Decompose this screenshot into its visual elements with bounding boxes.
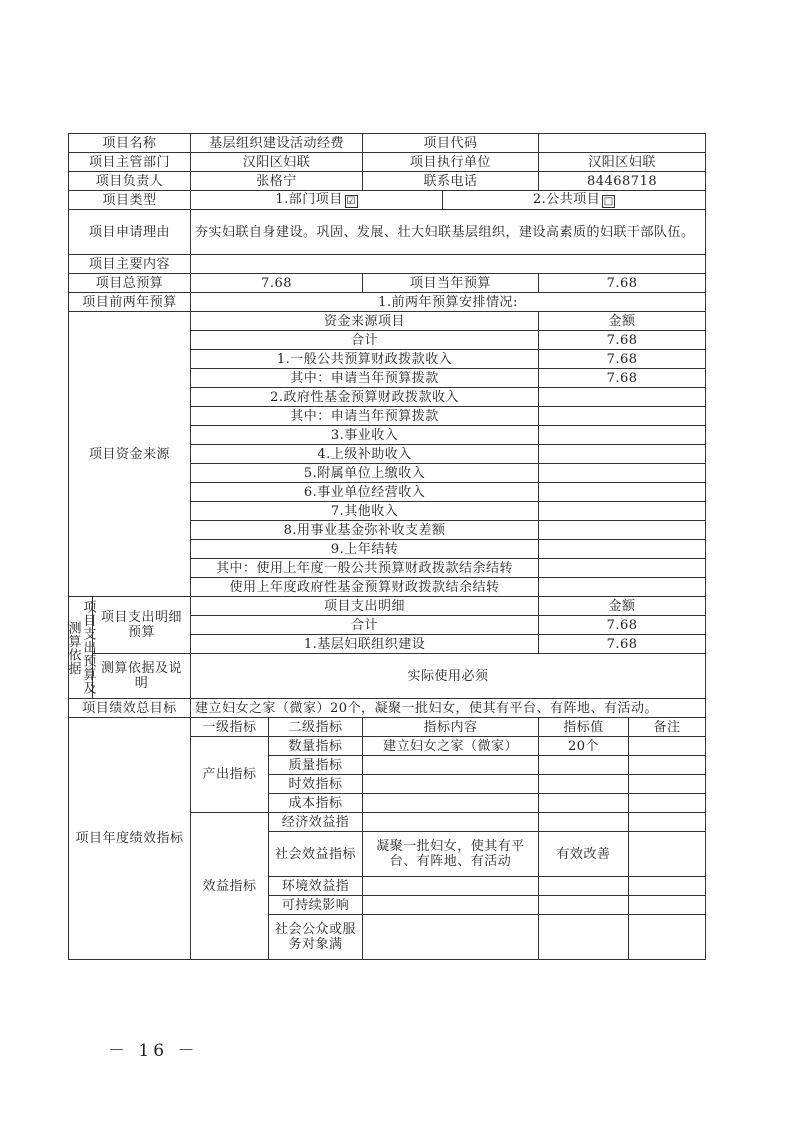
dept-value: 汉阳区妇联: [191, 153, 363, 172]
expense-basis-label: 测算依据及说明: [93, 654, 191, 699]
funding-row-item: 3.事业收入: [191, 426, 539, 445]
indicator-content: [363, 915, 539, 960]
indicator-value: [539, 775, 629, 794]
dept-label: 项目主管部门: [69, 153, 191, 172]
phone-value: 84468718: [539, 172, 706, 191]
indicator-value: [539, 877, 629, 896]
expense-row-amount: 7.68: [539, 616, 706, 635]
type-option-public-label: 2.公共项目: [532, 192, 601, 207]
indicator-content: [363, 775, 539, 794]
funding-row-amount: [539, 559, 706, 578]
indicator-note: [629, 756, 706, 775]
benefit-indicator-label: 效益指标: [191, 813, 269, 960]
funding-row-item: 合计: [191, 331, 539, 350]
funding-row-item: 其中：使用上年度一般公共预算财政拨款结余结转: [191, 559, 539, 578]
indicator-value: 有效改善: [539, 832, 629, 877]
header-content: 指标内容: [363, 718, 539, 737]
total-budget-value: 7.68: [191, 274, 363, 293]
expense-detail-label: 项目支出明细预算: [93, 597, 191, 654]
funding-row-item: 4.上级补助收入: [191, 445, 539, 464]
header-value: 指标值: [539, 718, 629, 737]
name-value: 基层组织建设活动经费: [191, 134, 363, 153]
exec-label: 项目执行单位: [363, 153, 539, 172]
indicator-content: 建立妇女之家（微家）: [363, 737, 539, 756]
funding-row-item: 1.一般公共预算财政拨款收入: [191, 350, 539, 369]
funding-row-item: 8.用事业基金弥补收支差额: [191, 521, 539, 540]
funding-row-item: 2.政府性基金预算财政拨款收入: [191, 388, 539, 407]
indicator-note: [629, 832, 706, 877]
year-budget-value: 7.68: [539, 274, 706, 293]
indicator-level2: 经济效益指: [269, 813, 363, 832]
funding-row-item: 9.上年结转: [191, 540, 539, 559]
indicator-note: [629, 775, 706, 794]
indicator-value: 20个: [539, 737, 629, 756]
indicator-level2: 可持续影响: [269, 896, 363, 915]
indicator-content: 凝聚一批妇女，使其有平台、有阵地、有活动: [363, 832, 539, 877]
indicator-value: [539, 896, 629, 915]
type-option-department-label: 1.部门项目: [275, 192, 343, 207]
indicator-value: [539, 813, 629, 832]
indicator-content: [363, 896, 539, 915]
year-budget-label: 项目当年预算: [363, 274, 539, 293]
project-form-table: [65, 133, 706, 960]
expense-row-item: 1.基层妇联组织建设: [191, 635, 539, 654]
funding-row-amount: [539, 445, 706, 464]
funding-row-item: 其中：申请当年预算拨款: [191, 369, 539, 388]
funding-row-amount: [539, 540, 706, 559]
goal-value: 建立妇女之家（微家）20个，凝聚一批妇女，使其有平台、有阵地、有活动。: [191, 699, 706, 718]
expense-outer-label: 项目支出预算及测算依据: [69, 597, 93, 699]
indicator-level2: 社会公众或服务对象满: [269, 915, 363, 960]
funding-row-item: 6.事业单位经营收入: [191, 483, 539, 502]
funding-row-item: 7.其他收入: [191, 502, 539, 521]
funding-header-amount: 金额: [539, 312, 706, 331]
expense-row-amount: 7.68: [539, 635, 706, 654]
indicator-note: [629, 794, 706, 813]
indicator-content: [363, 756, 539, 775]
indicator-content: [363, 794, 539, 813]
type-option-public[interactable]: [443, 191, 706, 210]
funding-row-amount: 7.68: [539, 350, 706, 369]
funding-row-amount: [539, 521, 706, 540]
indicator-note: [629, 877, 706, 896]
code-label: 项目代码: [363, 134, 539, 153]
funding-row-amount: [539, 407, 706, 426]
indicator-note: [629, 813, 706, 832]
content-label: 项目主要内容: [69, 255, 191, 274]
header-note: 备注: [629, 718, 706, 737]
indicator-level2: 成本指标: [269, 794, 363, 813]
empty-checkbox-icon[interactable]: □: [603, 196, 614, 207]
reason-label: 项目申请理由: [69, 210, 191, 255]
funding-row-amount: 7.68: [539, 369, 706, 388]
indicator-note: [629, 737, 706, 756]
funding-section-label: 项目资金来源: [69, 312, 191, 597]
indicator-value: [539, 794, 629, 813]
leader-value: 张格宁: [191, 172, 363, 191]
total-budget-label: 项目总预算: [69, 274, 191, 293]
header-level1: 一级指标: [191, 718, 269, 737]
funding-row-amount: [539, 426, 706, 445]
funding-row-item: 其中：申请当年预算拨款: [191, 407, 539, 426]
expense-row-item: 合计: [191, 616, 539, 635]
funding-row-amount: [539, 578, 706, 597]
indicator-content: [363, 813, 539, 832]
indicator-level2: 数量指标: [269, 737, 363, 756]
reason-value: 夯实妇联自身建设。巩固、发展、壮大妇联基层组织，建设高素质的妇联干部队伍。: [191, 210, 706, 255]
indicator-level2: 质量指标: [269, 756, 363, 775]
exec-value: 汉阳区妇联: [539, 153, 706, 172]
output-indicator-label: 产出指标: [191, 737, 269, 813]
indicator-value: [539, 756, 629, 775]
indicator-level2: 时效指标: [269, 775, 363, 794]
code-value: [539, 134, 706, 153]
type-option-department[interactable]: [191, 191, 443, 210]
indicator-note: [629, 915, 706, 960]
prev-budget-label: 项目前两年预算: [69, 293, 191, 312]
funding-row-amount: 7.68: [539, 331, 706, 350]
prev-budget-value: 1.前两年预算安排情况:: [191, 293, 706, 312]
goal-label: 项目绩效总目标: [69, 699, 191, 718]
page-number: － 16 －: [108, 1041, 199, 1061]
indicator-level2: 环境效益指: [269, 877, 363, 896]
content-value: [191, 255, 706, 274]
expense-header-amount: 金额: [539, 597, 706, 616]
header-level2: 二级指标: [269, 718, 363, 737]
funding-row-amount: [539, 388, 706, 407]
expense-header-item: 项目支出明细: [191, 597, 539, 616]
indicator-note: [629, 896, 706, 915]
funding-row-amount: [539, 502, 706, 521]
indicator-content: [363, 877, 539, 896]
indicator-value: [539, 915, 629, 960]
checked-checkbox-icon[interactable]: ☑: [346, 196, 356, 207]
funding-header-item: 资金来源项目: [191, 312, 539, 331]
name-label: 项目名称: [69, 134, 191, 153]
type-label: 项目类型: [69, 191, 191, 210]
leader-label: 项目负责人: [69, 172, 191, 191]
expense-basis-value: 实际使用必须: [191, 654, 706, 699]
funding-row-item: 5.附属单位上缴收入: [191, 464, 539, 483]
phone-label: 联系电话: [363, 172, 539, 191]
funding-row-amount: [539, 464, 706, 483]
funding-row-item: 使用上年度政府性基金预算财政拨款结余结转: [191, 578, 539, 597]
funding-row-amount: [539, 483, 706, 502]
indicator-level2: 社会效益指标: [269, 832, 363, 877]
performance-section-label: 项目年度绩效指标: [69, 718, 191, 960]
